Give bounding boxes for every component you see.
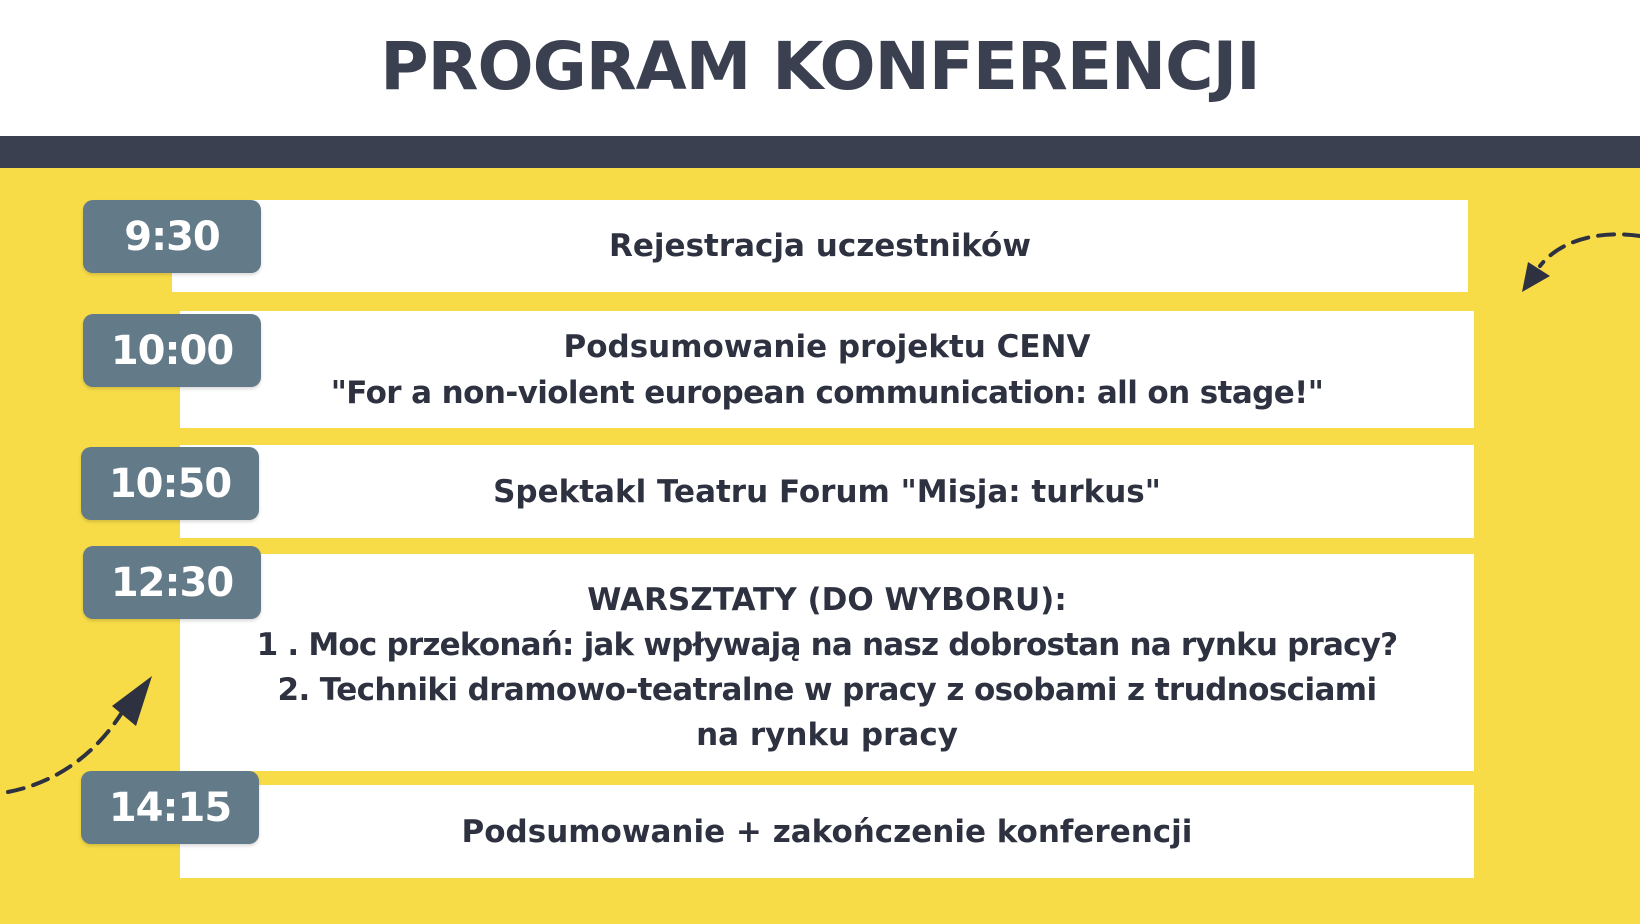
- schedule-item-theatre-show: [180, 445, 1474, 538]
- schedule-item-text: Podsumowanie + zakończenie konferencji: [461, 813, 1193, 850]
- dashed-curved-arrow-icon: [1510, 220, 1640, 300]
- time-badge: 9:30: [83, 200, 261, 273]
- schedule-item-project-summary: [180, 311, 1474, 428]
- workshops-heading: WARSZTATY (DO WYBORU):: [587, 581, 1067, 618]
- workshop-option-2-cont: na rynku pracy: [696, 716, 958, 753]
- time-badge: 10:50: [81, 447, 259, 520]
- time-badge: 12:30: [83, 546, 261, 619]
- workshop-option-2: 2. Techniki dramowo-teatralne w pracy z osobami z trudnosciami: [277, 671, 1377, 708]
- divider-bar: [0, 136, 1640, 168]
- dashed-curved-arrow-icon: [0, 670, 160, 800]
- schedule-item-text: Spektakl Teatru Forum "Misja: turkus": [493, 473, 1161, 510]
- title-area: [0, 0, 1640, 136]
- schedule-item-text: "For a non-violent european communication: all on stage!": [330, 374, 1324, 411]
- schedule-item-text: Podsumowanie projektu CENV: [563, 328, 1091, 365]
- schedule-item-registration: [172, 200, 1468, 292]
- page-title: PROGRAM KONFERENCJI: [380, 28, 1260, 105]
- time-badge: 14:15: [81, 771, 259, 844]
- schedule-item-text: Rejestracja uczestników: [609, 228, 1031, 264]
- schedule-item-closing: [180, 785, 1474, 878]
- workshop-option-1: 1 . Moc przekonań: jak wpływają na nasz dobrostan na rynku pracy?: [256, 626, 1398, 663]
- schedule-item-workshops: [180, 554, 1474, 771]
- time-badge: 10:00: [83, 314, 261, 387]
